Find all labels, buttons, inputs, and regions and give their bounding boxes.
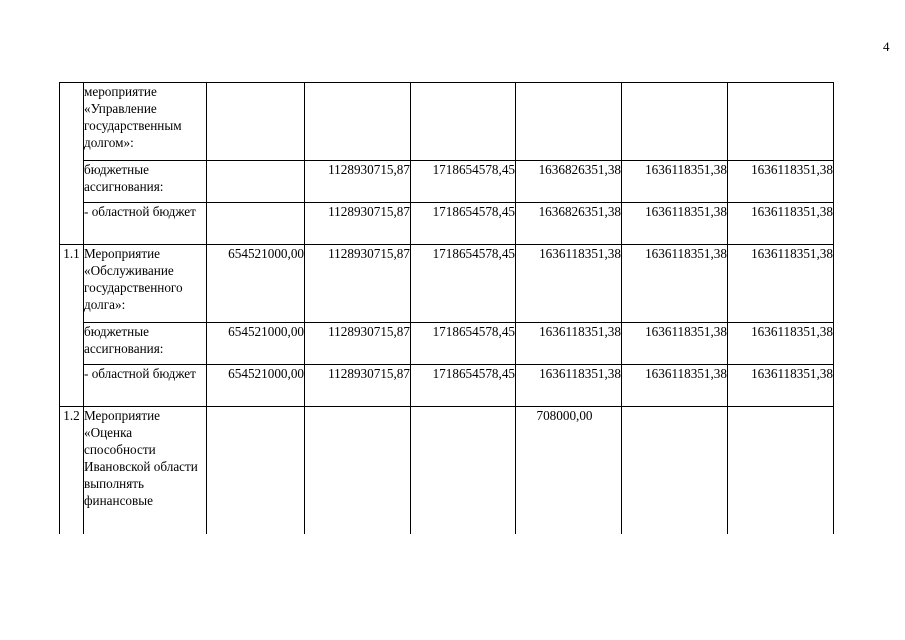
value-cell: 1636118351,38 <box>622 245 728 323</box>
row-name-cell: Мероприятие «Оценка способности Ивановской области выполнять финансовые <box>84 407 207 535</box>
value-cell: 1636118351,38 <box>622 203 728 245</box>
value-cell <box>207 83 305 161</box>
row-index-cell <box>60 161 84 203</box>
row-name-cell: бюджетные ассигнования: <box>84 323 207 365</box>
table-row <box>60 245 834 323</box>
value-cell: 1636118351,38 <box>622 365 728 407</box>
table-row <box>60 203 834 245</box>
table-row <box>60 365 834 407</box>
value-cell: 1128930715,87 <box>305 161 411 203</box>
value-cell: 1718654578,45 <box>411 245 516 323</box>
row-index-cell: 1.1 <box>60 245 84 323</box>
value-cell: 1636826351,38 <box>516 161 622 203</box>
value-cell <box>207 407 305 535</box>
value-cell <box>207 161 305 203</box>
row-name-cell: бюджетные ассигнования: <box>84 161 207 203</box>
table-row <box>60 83 834 161</box>
value-cell: 1636118351,38 <box>728 245 834 323</box>
value-cell <box>728 83 834 161</box>
value-cell: 1636826351,38 <box>516 203 622 245</box>
table-row <box>60 161 834 203</box>
page-number: 4 <box>883 39 890 54</box>
value-cell <box>728 407 834 535</box>
table-row <box>60 407 834 535</box>
row-index-cell <box>60 323 84 365</box>
value-cell: 708000,00 <box>516 407 622 535</box>
row-index-cell: 1.2 <box>60 407 84 535</box>
value-cell <box>622 407 728 535</box>
value-cell: 1636118351,38 <box>516 245 622 323</box>
value-cell: 1128930715,87 <box>305 203 411 245</box>
row-index-cell <box>60 203 84 245</box>
value-cell <box>516 83 622 161</box>
value-cell: 1636118351,38 <box>622 161 728 203</box>
value-cell: 1128930715,87 <box>305 245 411 323</box>
value-cell: 1718654578,45 <box>411 161 516 203</box>
value-cell <box>305 407 411 535</box>
value-cell: 1718654578,45 <box>411 203 516 245</box>
value-cell: 1718654578,45 <box>411 323 516 365</box>
value-cell <box>411 407 516 535</box>
row-name-cell: - областной бюджет <box>84 365 207 407</box>
value-cell: 1636118351,38 <box>622 323 728 365</box>
value-cell: 1636118351,38 <box>728 323 834 365</box>
row-index-cell <box>60 365 84 407</box>
table-row <box>60 323 834 365</box>
value-cell: 654521000,00 <box>207 245 305 323</box>
value-cell: 1636118351,38 <box>516 365 622 407</box>
value-cell <box>305 83 411 161</box>
value-cell: 1636118351,38 <box>728 161 834 203</box>
value-cell: 1636118351,38 <box>728 365 834 407</box>
value-cell: 654521000,00 <box>207 365 305 407</box>
value-cell <box>207 203 305 245</box>
value-cell: 1636118351,38 <box>516 323 622 365</box>
row-name-cell: - областной бюджет <box>84 203 207 245</box>
value-cell <box>622 83 728 161</box>
value-cell: 1128930715,87 <box>305 323 411 365</box>
value-cell <box>411 83 516 161</box>
value-cell: 654521000,00 <box>207 323 305 365</box>
budget-table <box>59 82 834 534</box>
row-name-cell: Мероприятие «Обслуживание государственного долга»: <box>84 245 207 323</box>
value-cell: 1636118351,38 <box>728 203 834 245</box>
row-index-cell <box>60 83 84 161</box>
row-name-cell: мероприятие «Управление государственным долгом»: <box>84 83 207 161</box>
value-cell: 1718654578,45 <box>411 365 516 407</box>
value-cell: 1128930715,87 <box>305 365 411 407</box>
